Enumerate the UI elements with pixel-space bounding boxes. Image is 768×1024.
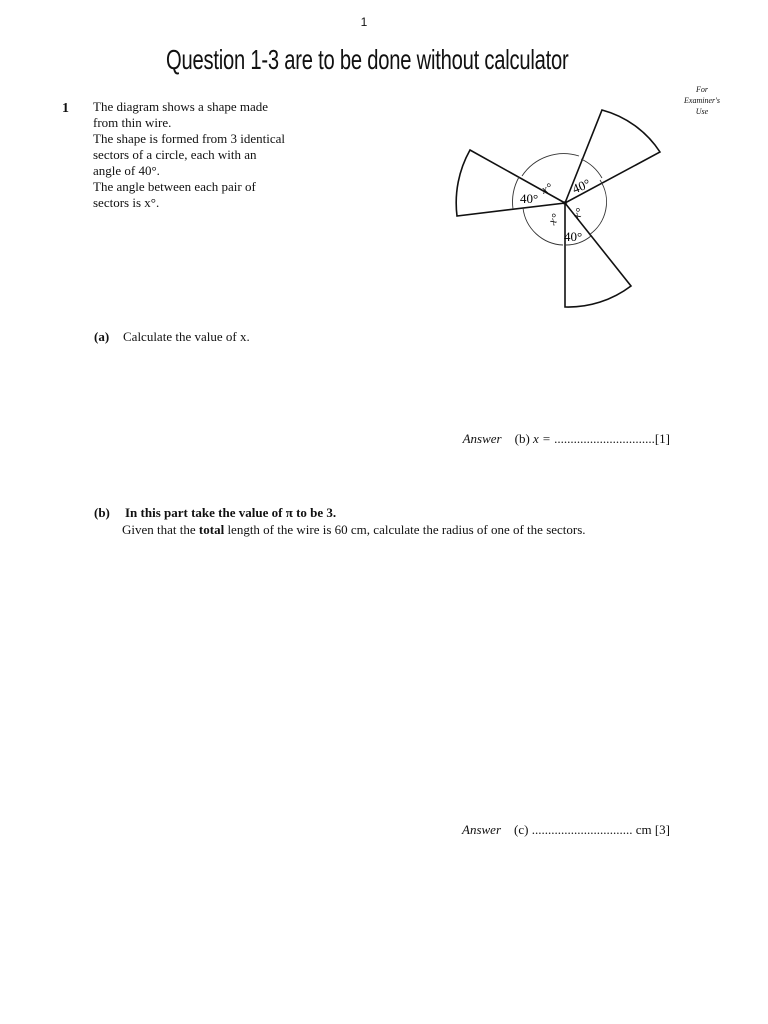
angle-label-top: 40° xyxy=(569,175,593,197)
question-stem-line-3: The shape is formed from 3 identical xyxy=(93,131,286,146)
question-stem-line-4: sectors of a circle, each with an xyxy=(93,147,257,162)
answer-variable: x = xyxy=(533,431,551,446)
gap-label-right: x° xyxy=(569,205,587,222)
angle-arc-left xyxy=(513,177,519,209)
part-a-label: (a) xyxy=(94,329,110,344)
part-b-text-bold: total xyxy=(198,522,225,537)
question-stem-line-5: angle of 40°. xyxy=(93,163,160,178)
examiner-use-note xyxy=(672,84,732,117)
page-title: Question 1-3 are to be done without calculator xyxy=(166,44,569,75)
examiner-note-line-3: Use xyxy=(695,107,709,116)
answer-blank[interactable]: ............................... xyxy=(554,431,655,446)
part-b-text-before: Given that the xyxy=(122,522,199,537)
part-b-text-after: length of the wire is 60 cm, calculate the radius of one of the sectors. xyxy=(224,522,586,537)
answer-part-ref: (b) xyxy=(514,431,530,446)
wire-sector-diagram xyxy=(440,100,680,320)
answer-prefix: Answer xyxy=(462,822,501,837)
question-stem-line-6: The angle between each pair of xyxy=(93,179,256,194)
answer-unit: cm xyxy=(635,822,652,837)
examiner-note-line-1: For xyxy=(696,85,708,94)
question-stem-line-7: sectors is x°. xyxy=(93,195,160,210)
part-a-answer-line xyxy=(380,431,670,447)
angle-label-bottom: 40° xyxy=(564,229,583,244)
question-stem-line-1: The diagram shows a shape made xyxy=(93,99,269,114)
part-a-text: Calculate the value of x. xyxy=(123,329,250,344)
angle-arc-top xyxy=(581,159,602,178)
marks: [1] xyxy=(654,431,670,446)
angle-arc-top-gap xyxy=(522,154,579,176)
page-number: 1 xyxy=(360,15,368,29)
part-b-heading: In this part take the value of π to be 3. xyxy=(125,505,337,520)
question-stem-line-2: from thin wire. xyxy=(93,115,172,130)
part-b-answer-line xyxy=(380,822,670,838)
marks: [3] xyxy=(654,822,670,837)
angle-label-left: 40° xyxy=(520,191,539,206)
answer-blank[interactable]: ............................... xyxy=(531,822,633,837)
answer-part-ref: (c) xyxy=(514,822,529,837)
examiner-note-line-2: Examiner's xyxy=(684,96,720,105)
answer-prefix: Answer xyxy=(462,431,502,446)
question-number: 1 xyxy=(62,101,69,116)
part-b-label: (b) xyxy=(94,505,110,520)
gap-label-left: x° xyxy=(545,210,563,228)
gap-label-top: x° xyxy=(539,180,555,197)
part-b-text xyxy=(122,522,622,538)
